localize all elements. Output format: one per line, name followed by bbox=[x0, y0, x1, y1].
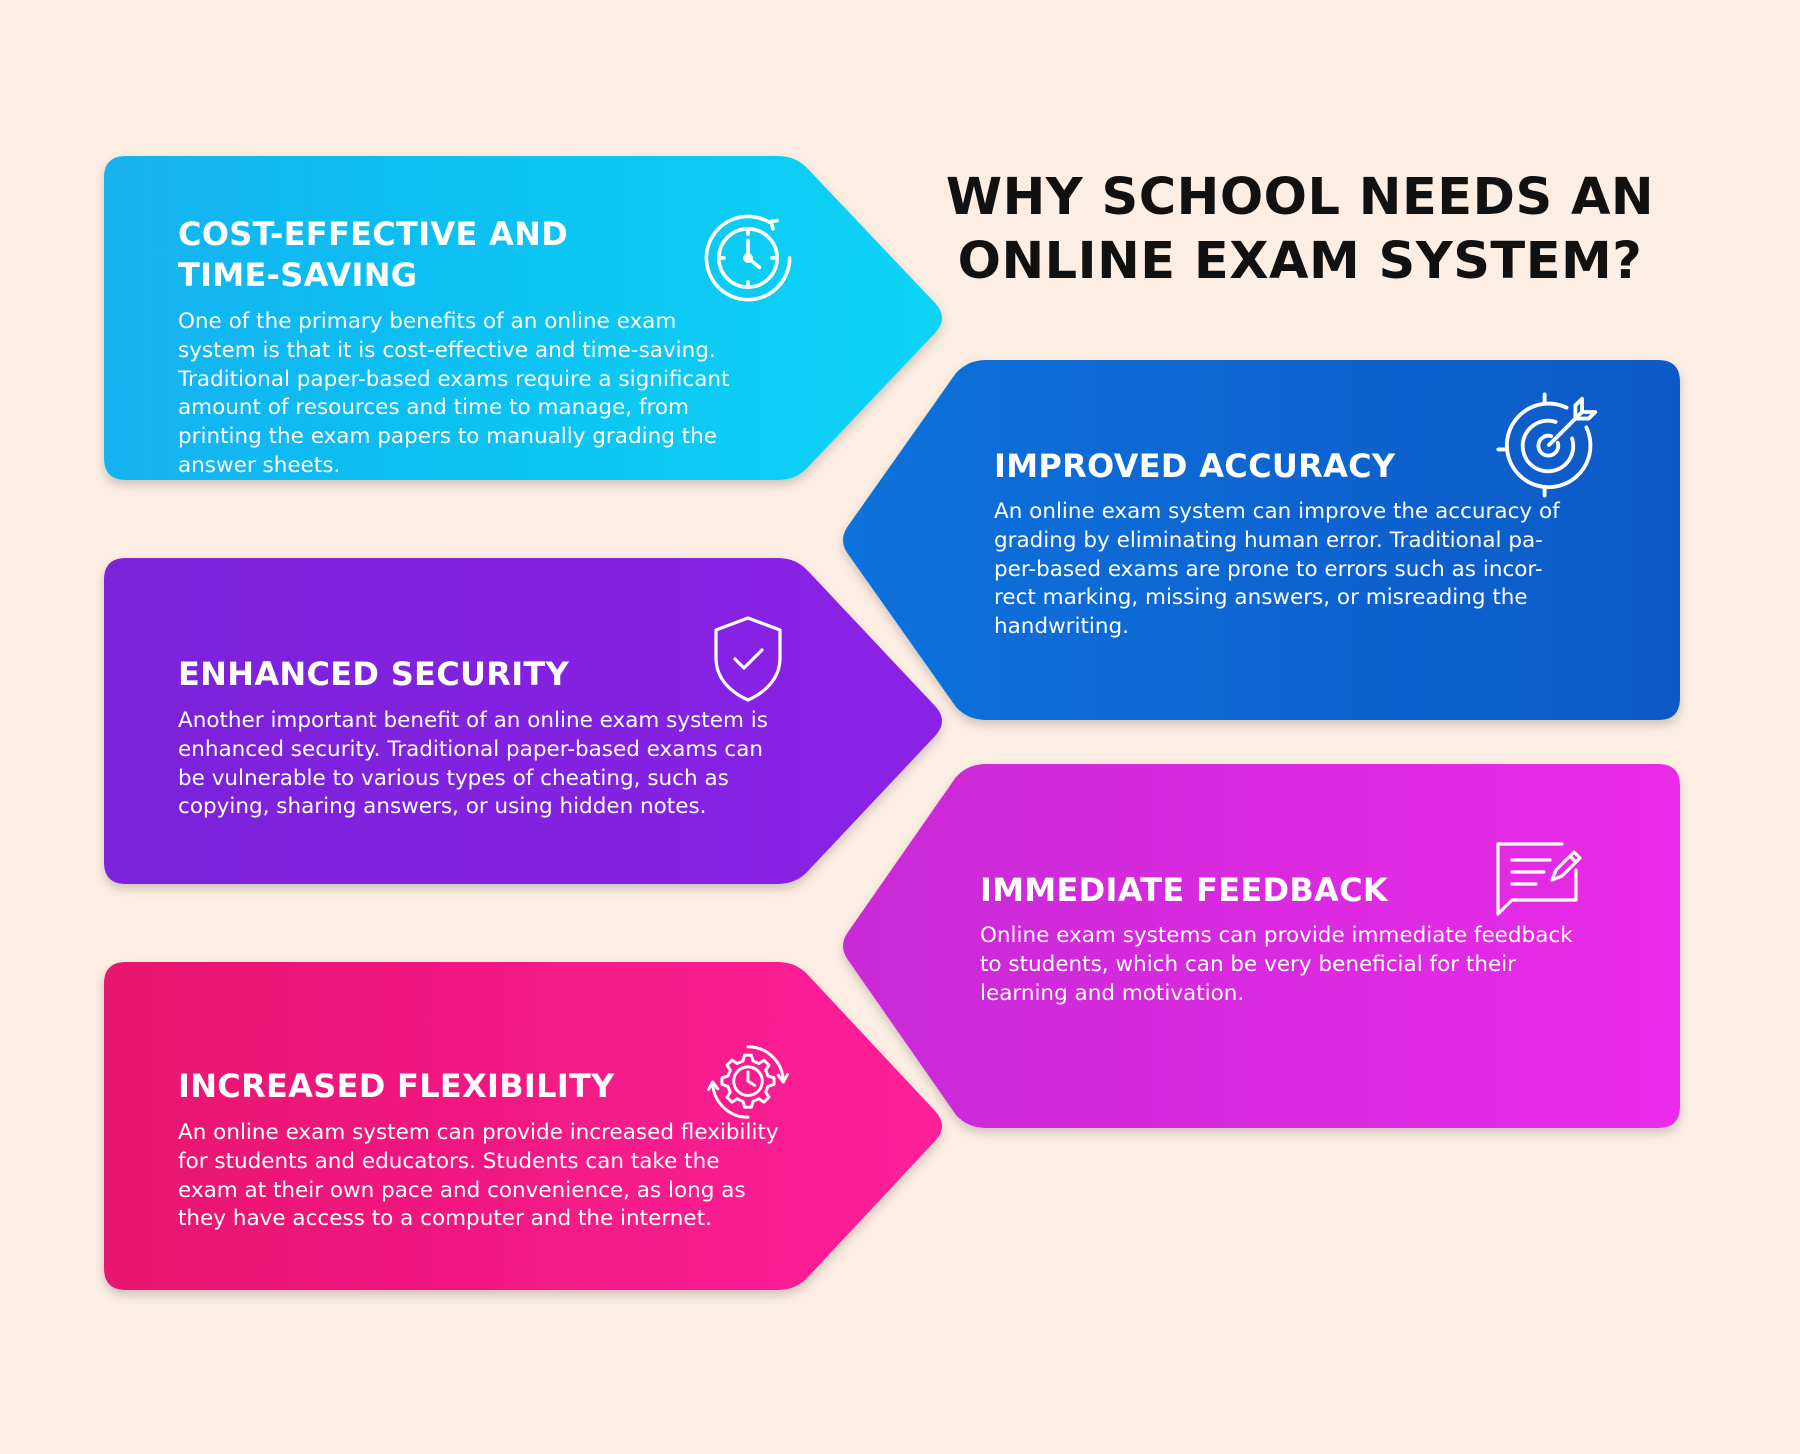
card-title-line-2: TIME-SAVING bbox=[178, 256, 418, 294]
body-line: answer sheets. bbox=[178, 452, 341, 478]
body-line: for students and educators. Students can take the bbox=[178, 1148, 720, 1174]
body-line: Traditional paper-based exams require a significant bbox=[178, 366, 730, 392]
clock-icon bbox=[696, 206, 800, 310]
body-line: learning and motivation. bbox=[980, 980, 1245, 1006]
card-body bbox=[178, 1119, 868, 1234]
target-icon bbox=[1494, 390, 1604, 500]
card-title-line-1: COST-EFFECTIVE AND bbox=[178, 215, 569, 253]
body-line: to students, which can be very beneficial for their bbox=[980, 951, 1516, 977]
body-line: they have access to a computer and the internet. bbox=[178, 1206, 712, 1232]
page-title-line-2: ONLINE EXAM SYSTEM? bbox=[957, 232, 1643, 291]
body-line: An online exam system can improve the accuracy of bbox=[994, 499, 1560, 524]
body-line: Online exam systems can provide immediate feedback bbox=[980, 923, 1573, 948]
body-line: rect marking, missing answers, or misreading the bbox=[994, 585, 1528, 611]
feedback-icon bbox=[1492, 840, 1584, 920]
body-line: per-based exams are prone to errors such as incor- bbox=[994, 556, 1543, 582]
body-line: enhanced security. Traditional paper-based exams can bbox=[178, 736, 764, 762]
page-title bbox=[900, 166, 1700, 294]
body-line: amount of resources and time to manage, from bbox=[178, 395, 689, 421]
card-body bbox=[178, 308, 828, 481]
body-line: One of the primary benefits of an online exam bbox=[178, 309, 677, 334]
body-line: An online exam system can provide increased flexibility bbox=[178, 1120, 779, 1145]
card-body bbox=[994, 498, 1654, 642]
body-line: exam at their own pace and convenience, as long as bbox=[178, 1177, 746, 1203]
body-line: system is that it is cost-effective and time-saving. bbox=[178, 337, 716, 363]
card-title: ENHANCED SECURITY bbox=[178, 655, 570, 693]
card-title: IMMEDIATE FEEDBACK bbox=[980, 871, 1389, 909]
shield-check-icon bbox=[710, 614, 786, 704]
gear-clock-icon bbox=[706, 1040, 790, 1124]
card-title: INCREASED FLEXIBILITY bbox=[178, 1067, 615, 1105]
body-line: grading by eliminating human error. Traditional pa- bbox=[994, 527, 1543, 553]
body-line: handwriting. bbox=[994, 614, 1129, 640]
card-title: IMPROVED ACCURACY bbox=[994, 447, 1396, 485]
card-body bbox=[178, 707, 858, 822]
card-body bbox=[980, 922, 1660, 1008]
page-title-line-1: WHY SCHOOL NEEDS AN bbox=[945, 168, 1655, 227]
body-line: Another important benefit of an online exam system is bbox=[178, 708, 768, 733]
body-line: copying, sharing answers, or using hidden notes. bbox=[178, 794, 707, 820]
body-line: printing the exam papers to manually grading the bbox=[178, 424, 717, 450]
body-line: be vulnerable to various types of cheating, such as bbox=[178, 765, 729, 791]
